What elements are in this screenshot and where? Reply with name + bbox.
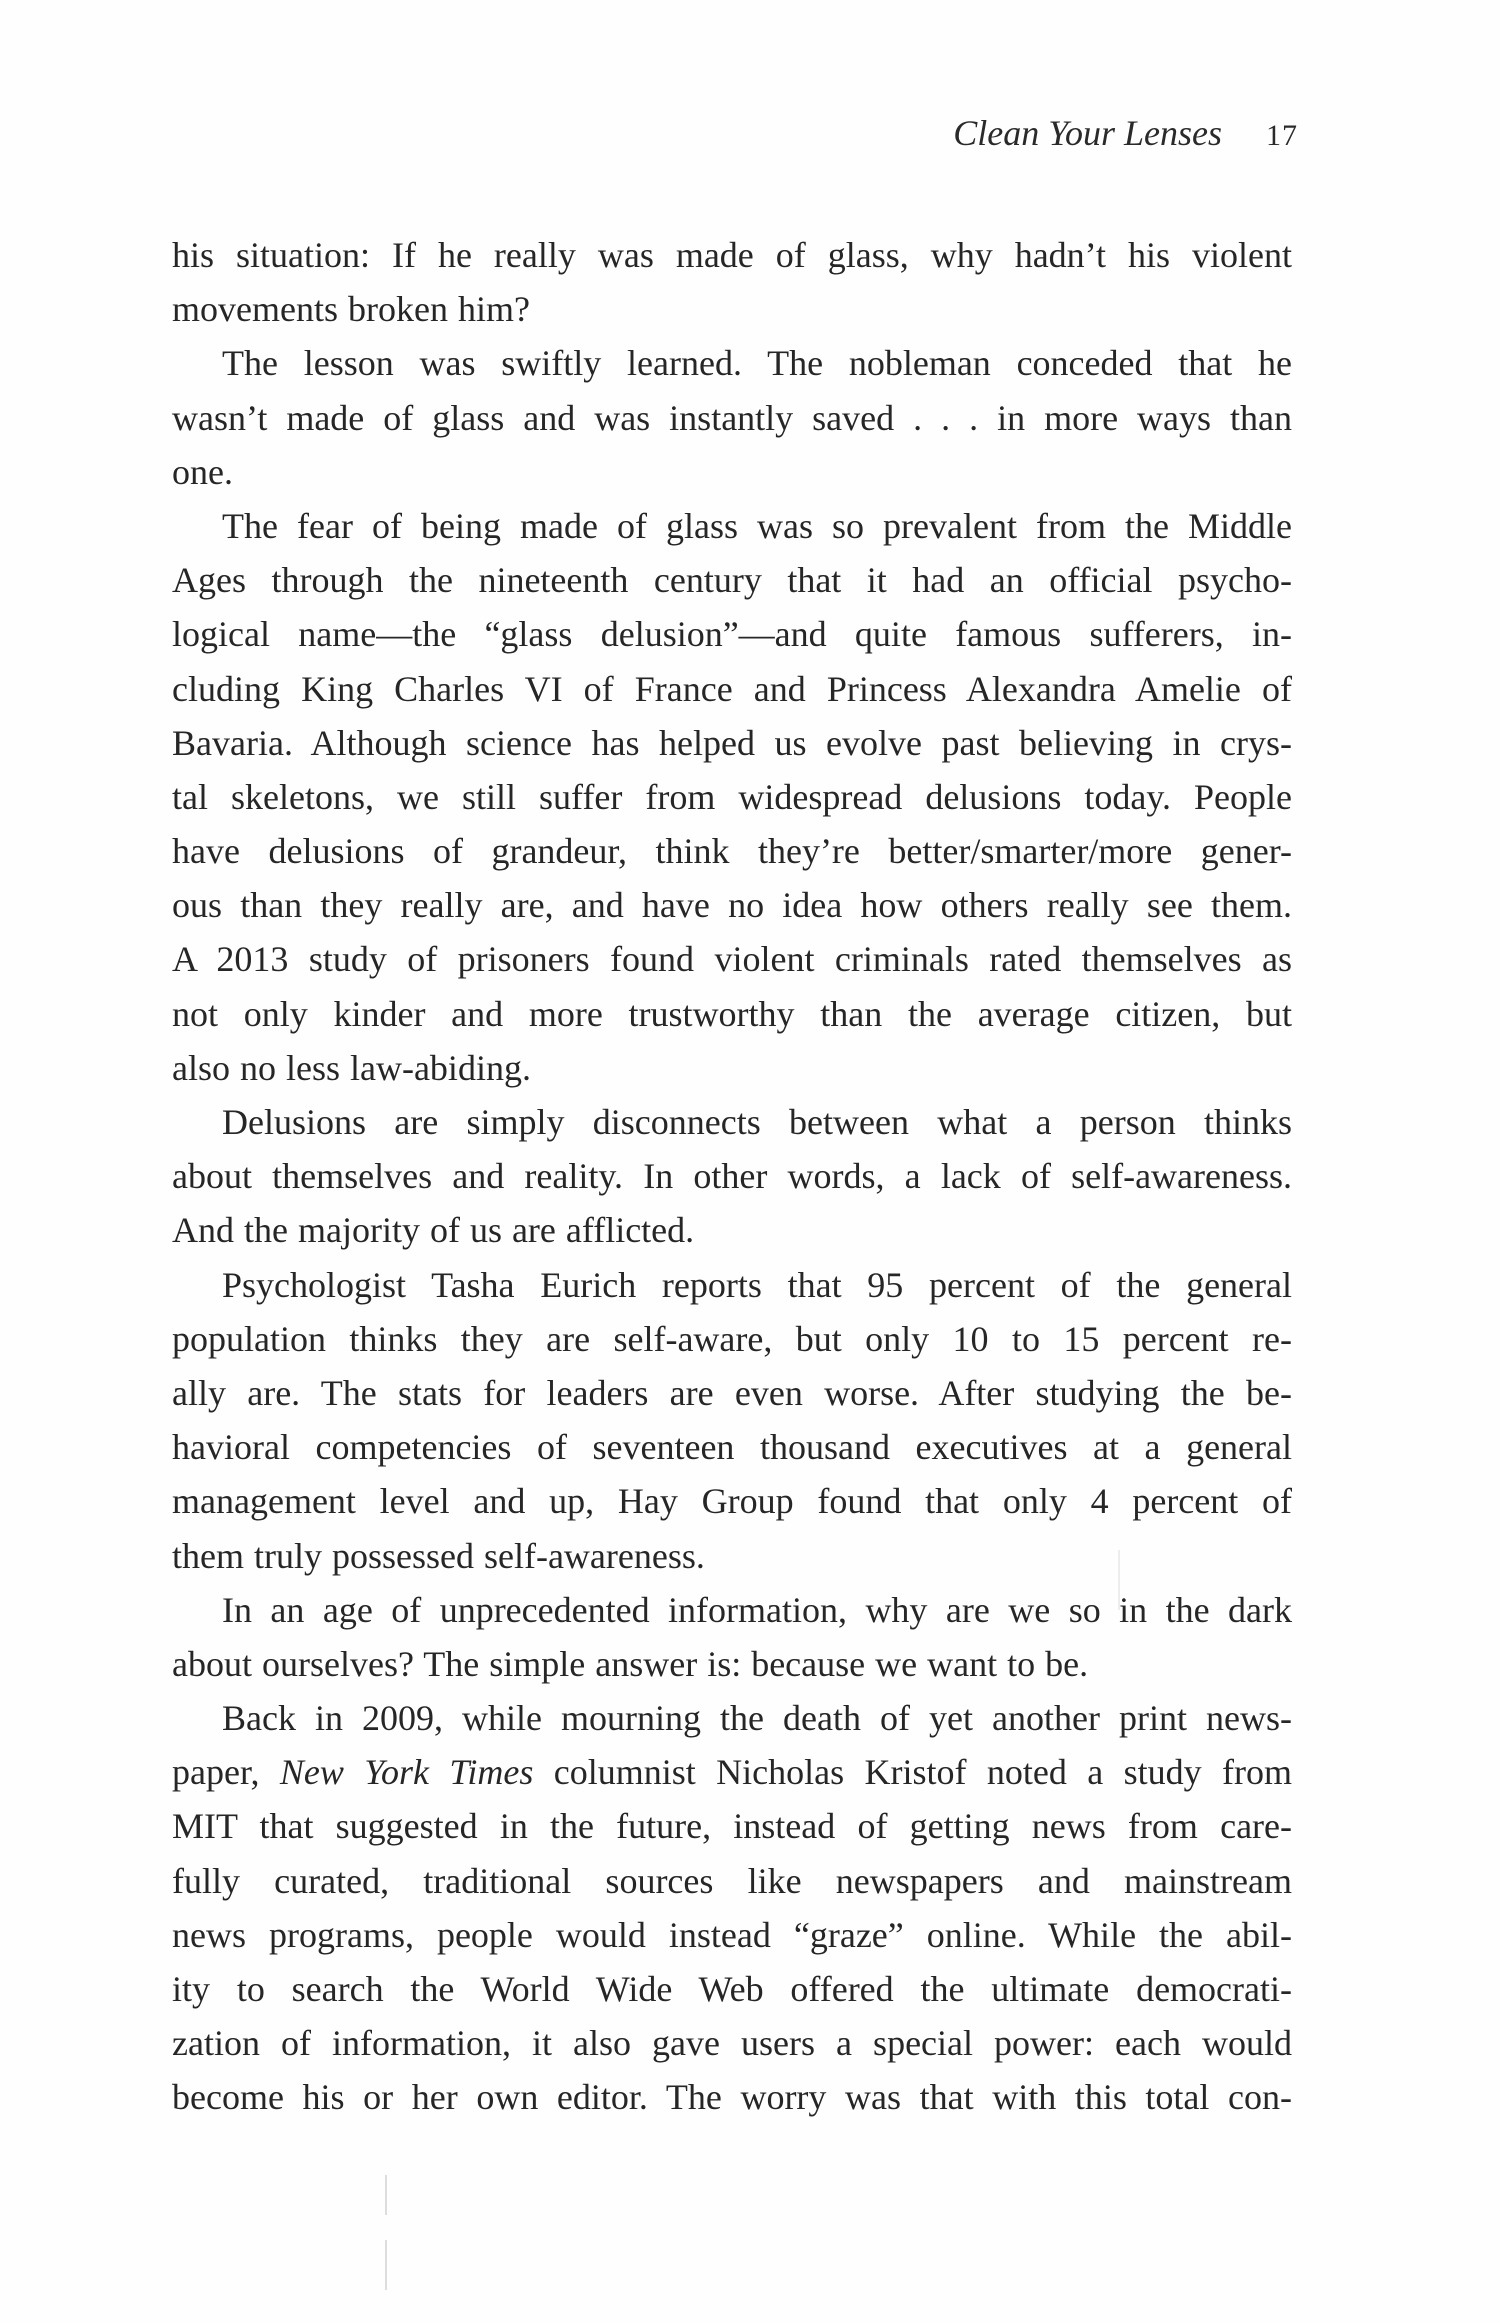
text-line: ous than they really are, and have no idea how others really see them. (172, 885, 1292, 926)
text-line: fully curated, traditional sources like newspapers and mainstream (172, 1860, 1292, 1901)
text-line: paper, New York Times columnist Nicholas Kristof noted a study from (172, 1752, 1292, 1793)
running-head (0, 112, 1298, 154)
text-line: his situation: If he really was made of glass, why hadn’t his violent (172, 235, 1292, 275)
text-line: not only kinder and more trustworthy than the average citizen, but (172, 993, 1292, 1034)
text-line: one. (172, 451, 233, 492)
scan-artifact (385, 2240, 387, 2290)
page-number: 17 (1266, 119, 1298, 152)
text-line: Back in 2009, while mourning the death of yet another print news- (222, 1698, 1292, 1739)
scan-artifact (1118, 1550, 1120, 1610)
text-line: havioral competencies of seventeen thousand executives at a general (172, 1427, 1292, 1468)
scan-artifact (385, 2175, 387, 2215)
text-line: movements broken him? (172, 289, 530, 330)
text-line: management level and up, Hay Group found that only 4 percent of (172, 1481, 1292, 1522)
text-line: ity to search the World Wide Web offered the ultimate democrati- (172, 1969, 1292, 2009)
text-line: logical name—the “glass delusion”—and quite famous sufferers, in- (172, 614, 1292, 655)
chapter-title: Clean Your Lenses (953, 113, 1222, 153)
text-line: In an age of unprecedented information, why are we so in the dark (222, 1589, 1292, 1630)
paragraph (172, 499, 1292, 1095)
text-line: Delusions are simply disconnects between what a person thinks (222, 1102, 1292, 1142)
paragraph (172, 228, 1292, 336)
italic-title: New York Times (279, 1752, 534, 1793)
text-line: wasn’t made of glass and was instantly saved . . . in more ways than (172, 397, 1292, 438)
text-line: them truly possessed self-awareness. (172, 1535, 705, 1576)
text-line: news programs, people would instead “graze” online. While the abil- (172, 1914, 1292, 1955)
text-line: And the majority of us are afflicted. (172, 1210, 695, 1251)
text-line: population thinks they are self-aware, but only 10 to 15 percent re- (172, 1318, 1292, 1359)
text-line: zation of information, it also gave users a special power: each would (172, 2023, 1292, 2064)
text-line: ally are. The stats for leaders are even worse. After studying the be- (172, 1372, 1292, 1413)
paragraph (172, 1583, 1292, 1691)
text-line: A 2013 study of prisoners found violent criminals rated themselves as (172, 939, 1292, 980)
text-line: tal skeletons, we still suffer from widespread delusions today. People (172, 776, 1292, 817)
text-line: Bavaria. Although science has helped us evolve past believing in crys- (172, 722, 1292, 763)
text-line: The lesson was swiftly learned. The nobleman conceded that he (222, 343, 1292, 384)
paragraph (172, 1095, 1292, 1258)
paragraph (172, 1691, 1292, 2125)
text-line: become his or her own editor. The worry was that with this total con- (172, 2077, 1292, 2118)
text-line: have delusions of grandeur, think they’re better/smarter/more gener- (172, 831, 1292, 872)
paragraph (172, 1258, 1292, 1583)
text-line: about ourselves? The simple answer is: because we want to be. (172, 1643, 1089, 1684)
paragraph (172, 336, 1292, 499)
body-text (172, 228, 1292, 2125)
text-line: also no less law-abiding. (172, 1047, 531, 1088)
text-line: MIT that suggested in the future, instead of getting news from care- (172, 1806, 1292, 1847)
text-line: about themselves and reality. In other words, a lack of self-awareness. (172, 1156, 1292, 1197)
text-line: Psychologist Tasha Eurich reports that 95 percent of the general (222, 1264, 1292, 1305)
text-line: Ages through the nineteenth century that it had an official psycho- (172, 560, 1292, 601)
text-line: cluding King Charles VI of France and Princess Alexandra Amelie of (172, 668, 1292, 709)
text-line: The fear of being made of glass was so prevalent from the Middle (222, 505, 1292, 546)
